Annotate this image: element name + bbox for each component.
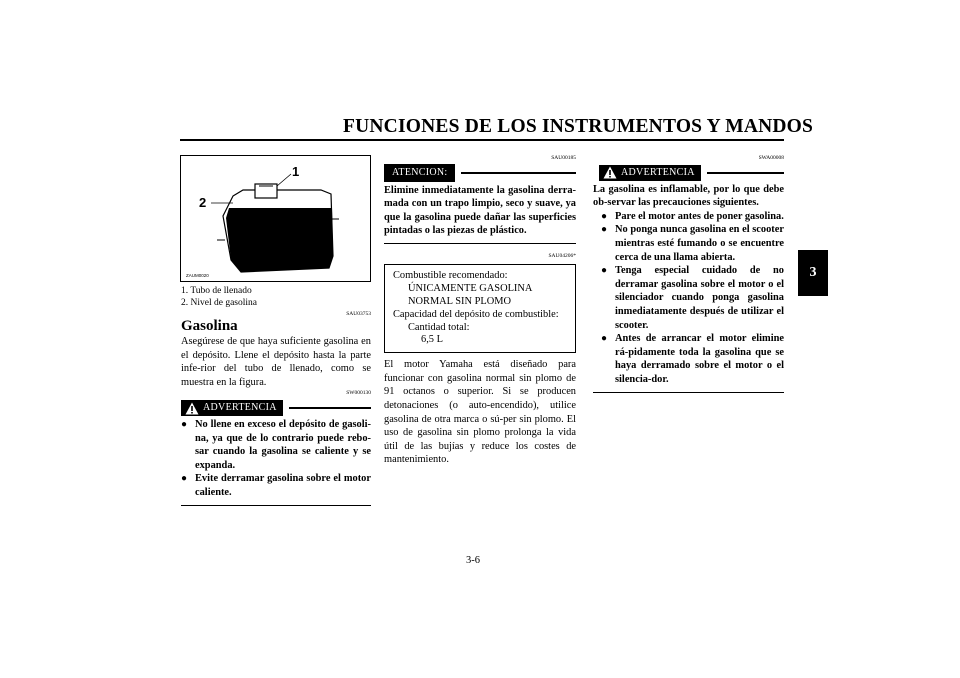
caution-label: ATENCION: <box>384 164 455 182</box>
warning-item: ● Evite derramar gasolina sobre el motor caliente. <box>181 473 371 498</box>
caution-text: Elimine inmediatamente la gasolina derra-mada con un trapo limpio, seco y suave, ya que la gasolina puede dañar las superficies pintadas o las piezas de plástico. <box>384 184 576 237</box>
caption-2: 2. Nivel de gasolina <box>181 298 257 308</box>
warning-header-2 <box>593 165 784 181</box>
callout-2: 2 <box>199 195 207 210</box>
warning-label-2: ADVERTENCIA <box>599 165 701 181</box>
box-code: SAU04206* <box>548 253 576 260</box>
bullet-icon: ● <box>181 418 188 430</box>
page-header: FUNCIONES DE LOS INSTRUMENTOS Y MANDOS <box>343 116 814 137</box>
warning-item: ● Antes de arrancar el motor elimine rá-pidamente toda la gasolina que se haya derramado sobre el motor o el silencia-dor. <box>601 333 784 385</box>
page-number: 3-6 <box>466 555 480 566</box>
figure-code: ZAUM0020 <box>186 273 209 278</box>
callout-1: 1 <box>292 164 300 179</box>
fuel-spec-box: Combustible recomendado: ÚNICAMENTE GASOLINA NORMAL SIN PLOMO Capacidad del depósito de combustible: Cantidad total: 6,5 L <box>384 264 576 353</box>
warning-code-2: SWA00008 <box>758 155 784 161</box>
warning-label: ADVERTENCIA <box>181 400 283 416</box>
caution-end-rule <box>384 243 576 245</box>
bullet-icon: ● <box>181 473 188 485</box>
chapter-tab: 3 <box>798 250 828 296</box>
fuel-tank-figure <box>180 155 371 282</box>
warning-triangle-icon <box>603 166 617 179</box>
column-3 <box>593 155 784 393</box>
warning-end-rule <box>181 505 371 507</box>
fuel-tank-illustration <box>181 156 370 281</box>
section-title: Gasolina <box>181 318 238 334</box>
warning-item: ● No llene en exceso el depósito de gasoli-na, ya que de lo contrario puede rebo-sar cuando la gasolina se caliente y se expanda. <box>181 418 371 471</box>
warning-code: SW000130 <box>346 390 371 397</box>
figure-captions <box>181 285 257 309</box>
fuel-body: El motor Yamaha está diseñado para funcionar con gasolina normal sin plomo de 91 octanos o superior. Si se producen detonaciones (o auto-encendido), utilice gasolina de otra marca o sú-per sin plomo. El uso de gasolina sin plomo prolonga la vida útil de las bujías y reduce los costes de mantenimiento. <box>384 359 576 466</box>
caution-code: SAU00185 <box>551 155 576 161</box>
caption-1: 1. Tubo de llenado <box>181 286 252 296</box>
warning-item: ● Pare el motor antes de poner gasolina. <box>601 210 784 222</box>
warning-end-rule-2 <box>593 392 784 394</box>
caution-header <box>384 164 576 182</box>
header-rule <box>180 139 784 141</box>
warning-triangle-icon <box>185 402 199 415</box>
section-code: SAU03753 <box>346 311 371 317</box>
bullet-icon: ● <box>601 265 608 277</box>
warning-intro: La gasolina es inflamable, por lo que debe ob-servar las precauciones siguientes. <box>593 183 784 209</box>
bullet-icon: ● <box>601 224 608 236</box>
column-2 <box>384 155 576 467</box>
bullet-icon: ● <box>601 333 608 345</box>
column-1 <box>181 311 371 506</box>
warning-item: ● Tenga especial cuidado de no derramar gasolina sobre el motor o el silenciador cuando ponga gasolina inmediatamente después de utilizar el scooter. <box>601 265 784 331</box>
bullet-icon: ● <box>601 210 608 222</box>
warning-header <box>181 400 371 416</box>
warning-item: ● No ponga nunca gasolina en el scooter mientras esté fumando o se encuentre cerca de una llama abierta. <box>601 224 784 263</box>
gasolina-body: Asegúrese de que haya suficiente gasolina en el depósito. Llene el depósito hasta la parte infe-rior del tubo de llenado, como se muestra en la figura. <box>181 336 371 388</box>
